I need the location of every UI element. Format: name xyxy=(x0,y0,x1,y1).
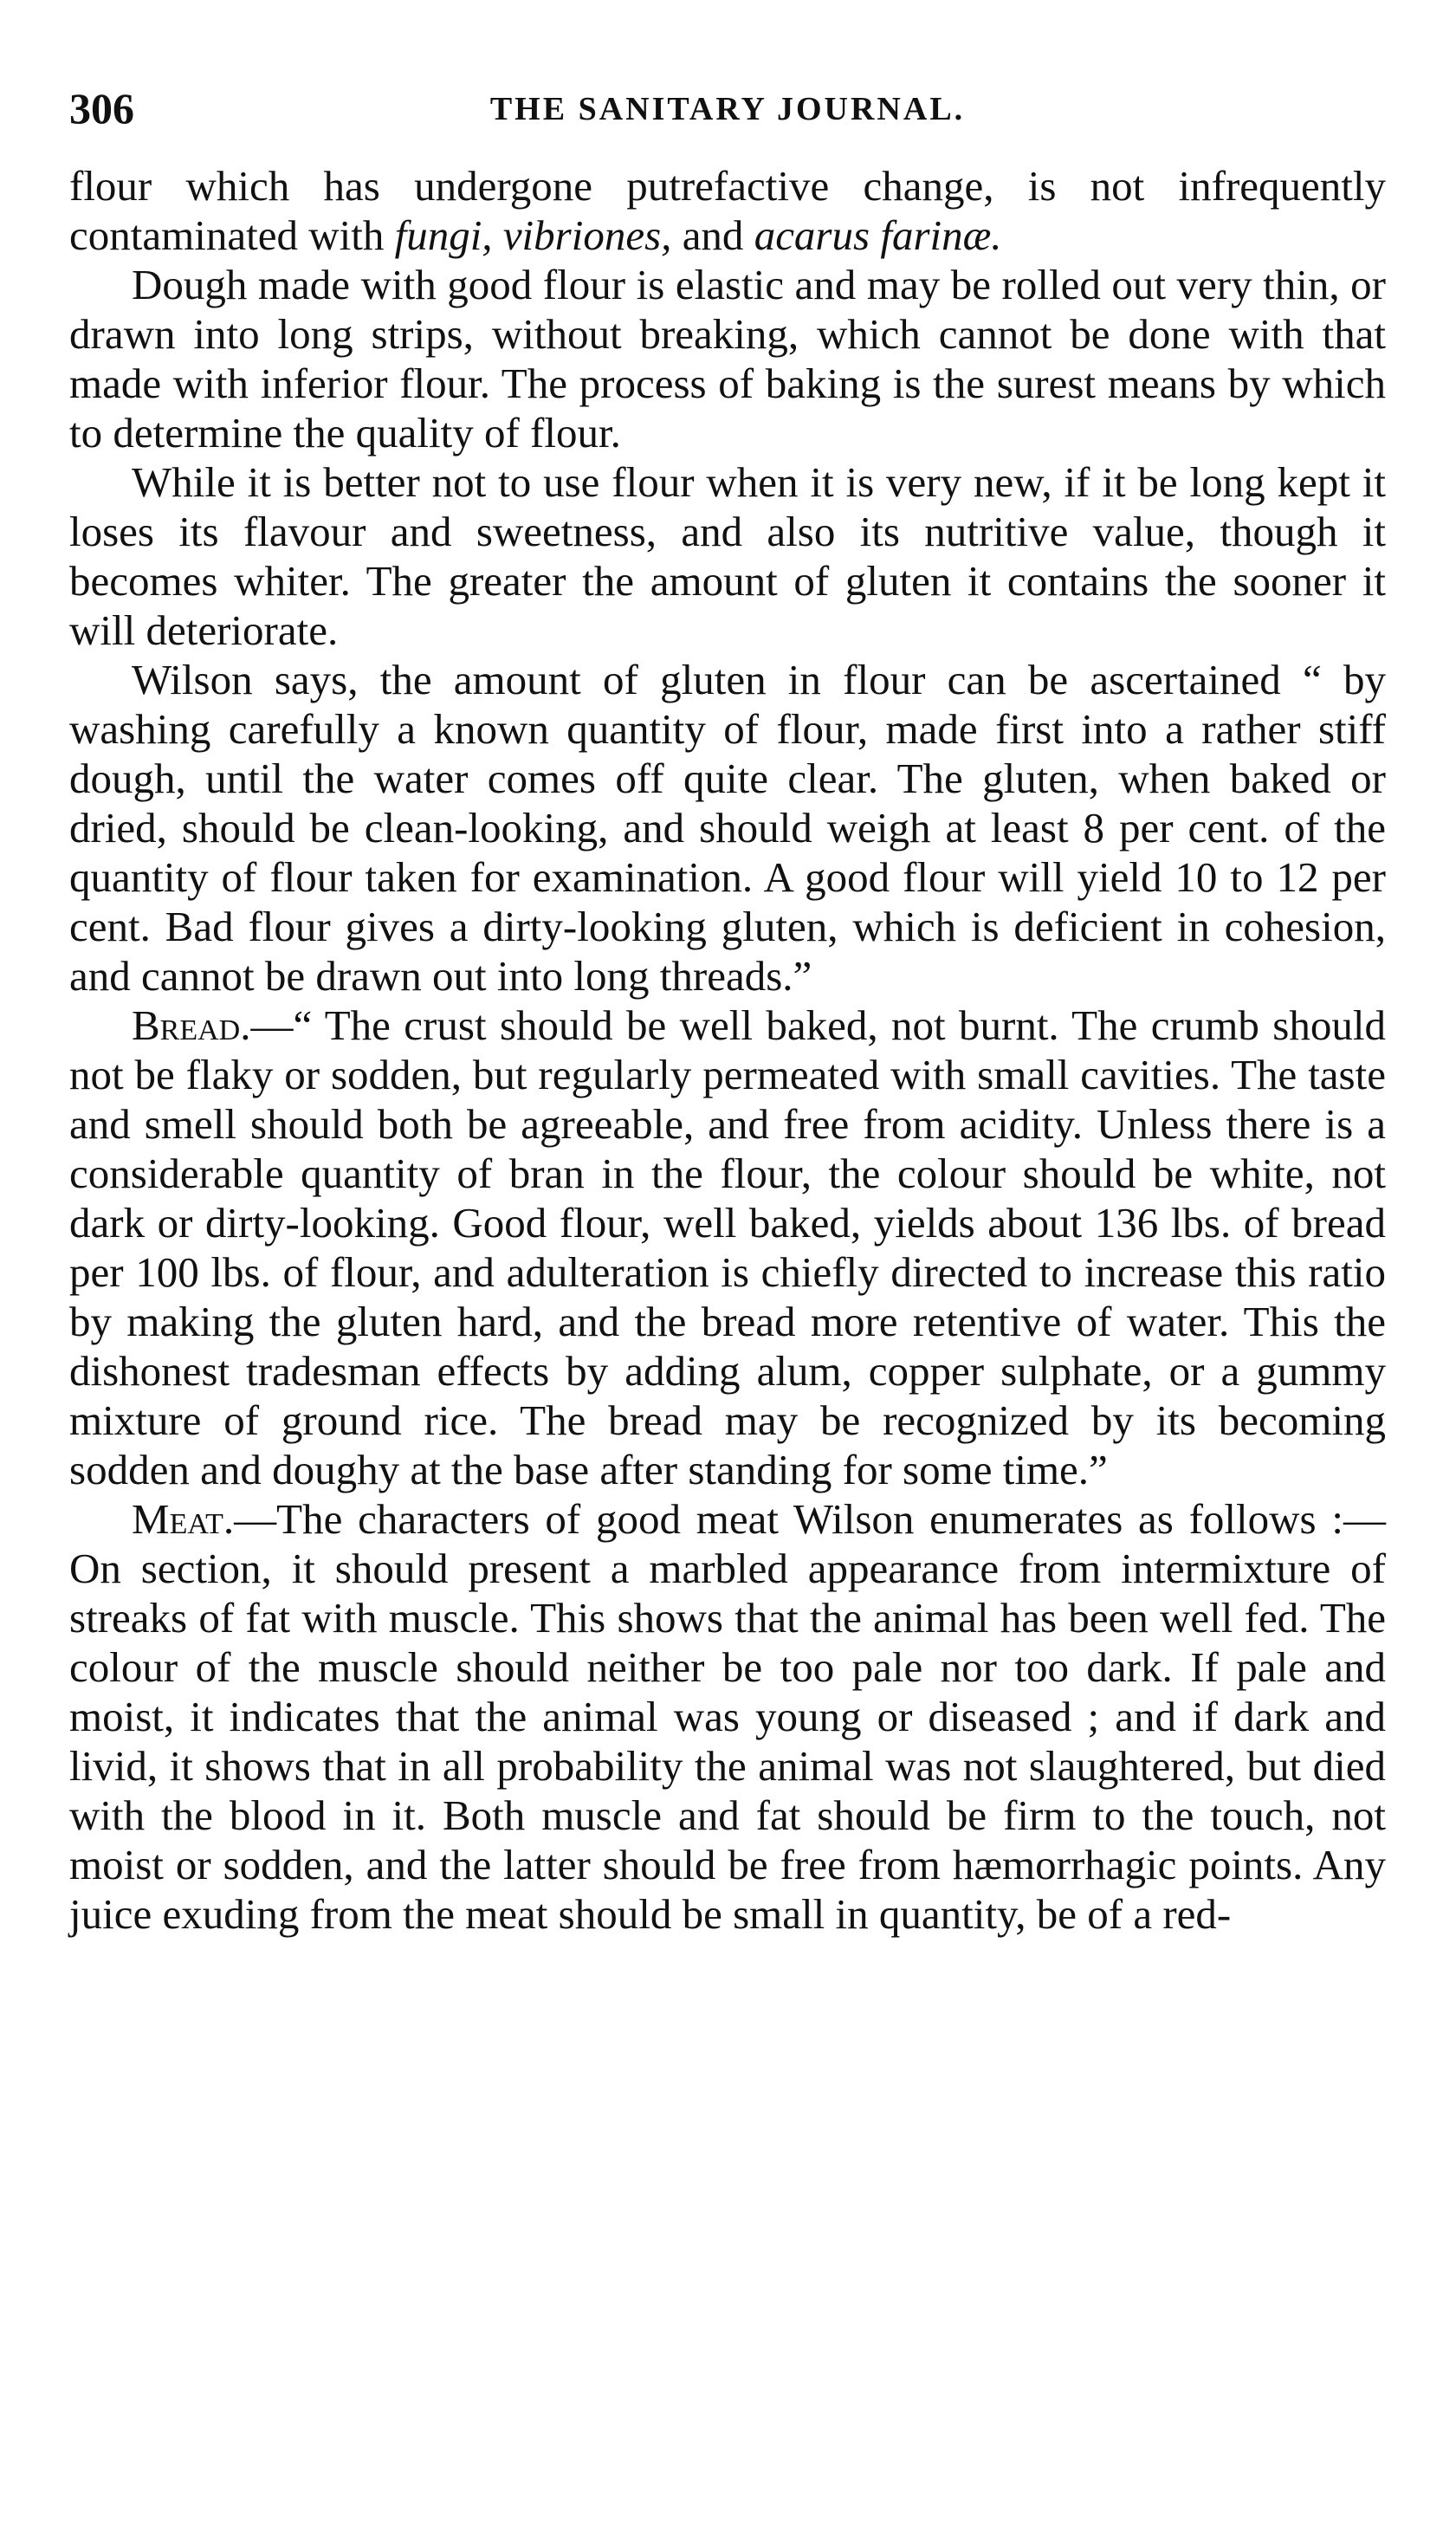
paragraph-text: While it is better not to use flour when it is very new, if it be long kept it loses its flavour and sweetness, and also its nutritive value, though it becomes whiter. The greater the amount of gluten it contains the sooner it will deteriorate. xyxy=(69,458,1386,654)
paragraph-text xyxy=(493,211,503,259)
paragraph-flour-contamination xyxy=(69,161,1386,260)
section-heading-bread: Bread. xyxy=(132,1001,251,1049)
paragraph-bread xyxy=(69,1001,1386,1494)
paragraph-text: —The characters of good meat Wilson enumerates as follows :—On section, it should present a marbled appearance from intermixture of streaks of fat with muscle. This shows that the animal has been well fed. The colour of the muscle should neither be too pale nor too dark. If pale and moist, it indicates that the animal was young or diseased ; and if dark and livid, it shows that in all probability the animal was not slaughtered, but died with the blood in it. Both muscle and fat should be firm to the touch, not moist or sodden, and the latter should be free from hæmorrhagic points. Any juice exuding from the meat should be small in quantity, be of a red- xyxy=(69,1495,1386,1938)
paragraph-gluten-test xyxy=(69,655,1386,1001)
paragraph-text: flour which has undergone putrefactive change, is not infrequently contaminated with xyxy=(69,162,1386,259)
running-head xyxy=(69,83,1386,139)
page-number: 306 xyxy=(69,84,134,133)
paragraph-text: and xyxy=(671,211,754,259)
italic-term-vibriones: vibriones, xyxy=(502,211,672,259)
paragraph-flour-storage xyxy=(69,457,1386,655)
paragraph-text: Wilson says, the amount of gluten in flour can be ascertained “ by washing carefully a known quantity of flour, made first into a rather stiff dough, until the water comes off quite clear. The gluten, when baked or dried, should be clean-looking, and should weigh at least 8 per cent. of the quantity of flour taken for examination. A good flour will yield 10 to 12 per cent. Bad flour gives a dirty-looking gluten, which is deficient in cohesion, and cannot be drawn out into long threads.” xyxy=(69,656,1386,1000)
italic-term-fungi: fungi, xyxy=(394,211,493,259)
paragraph-dough xyxy=(69,260,1386,457)
section-heading-meat: Meat. xyxy=(132,1495,235,1543)
article-body xyxy=(69,161,1386,1939)
paragraph-meat xyxy=(69,1494,1386,1939)
italic-term-acarus-farinae: acarus farinæ. xyxy=(754,211,1002,259)
paragraph-text: —“ The crust should be well baked, not burnt. The crumb should not be flaky or sodden, but regularly permeated with small cavities. The taste and smell should both be agreeable, and free from acidity. Unless there is a considerable quantity of bran in the flour, the colour should be white, not dark or dirty-looking. Good flour, well baked, yields about 136 lbs. of bread per 100 lbs. of flour, and adulteration is chiefly directed to increase this ratio by making the gluten hard, and the bread more retentive of water. This the dishonest tradesman effects by adding alum, copper sulphate, or a gummy mixture of ground rice. The bread may be recognized by its becoming sodden and doughy at the base after standing for some time.” xyxy=(69,1001,1386,1493)
paragraph-text: Dough made with good flour is elastic and may be rolled out very thin, or drawn into long strips, without breaking, which cannot be done with that made with inferior flour. The process of baking is the surest means by which to determine the quality of flour. xyxy=(69,261,1386,457)
page xyxy=(69,83,1386,1939)
journal-title: THE SANITARY JOURNAL. xyxy=(489,91,966,127)
